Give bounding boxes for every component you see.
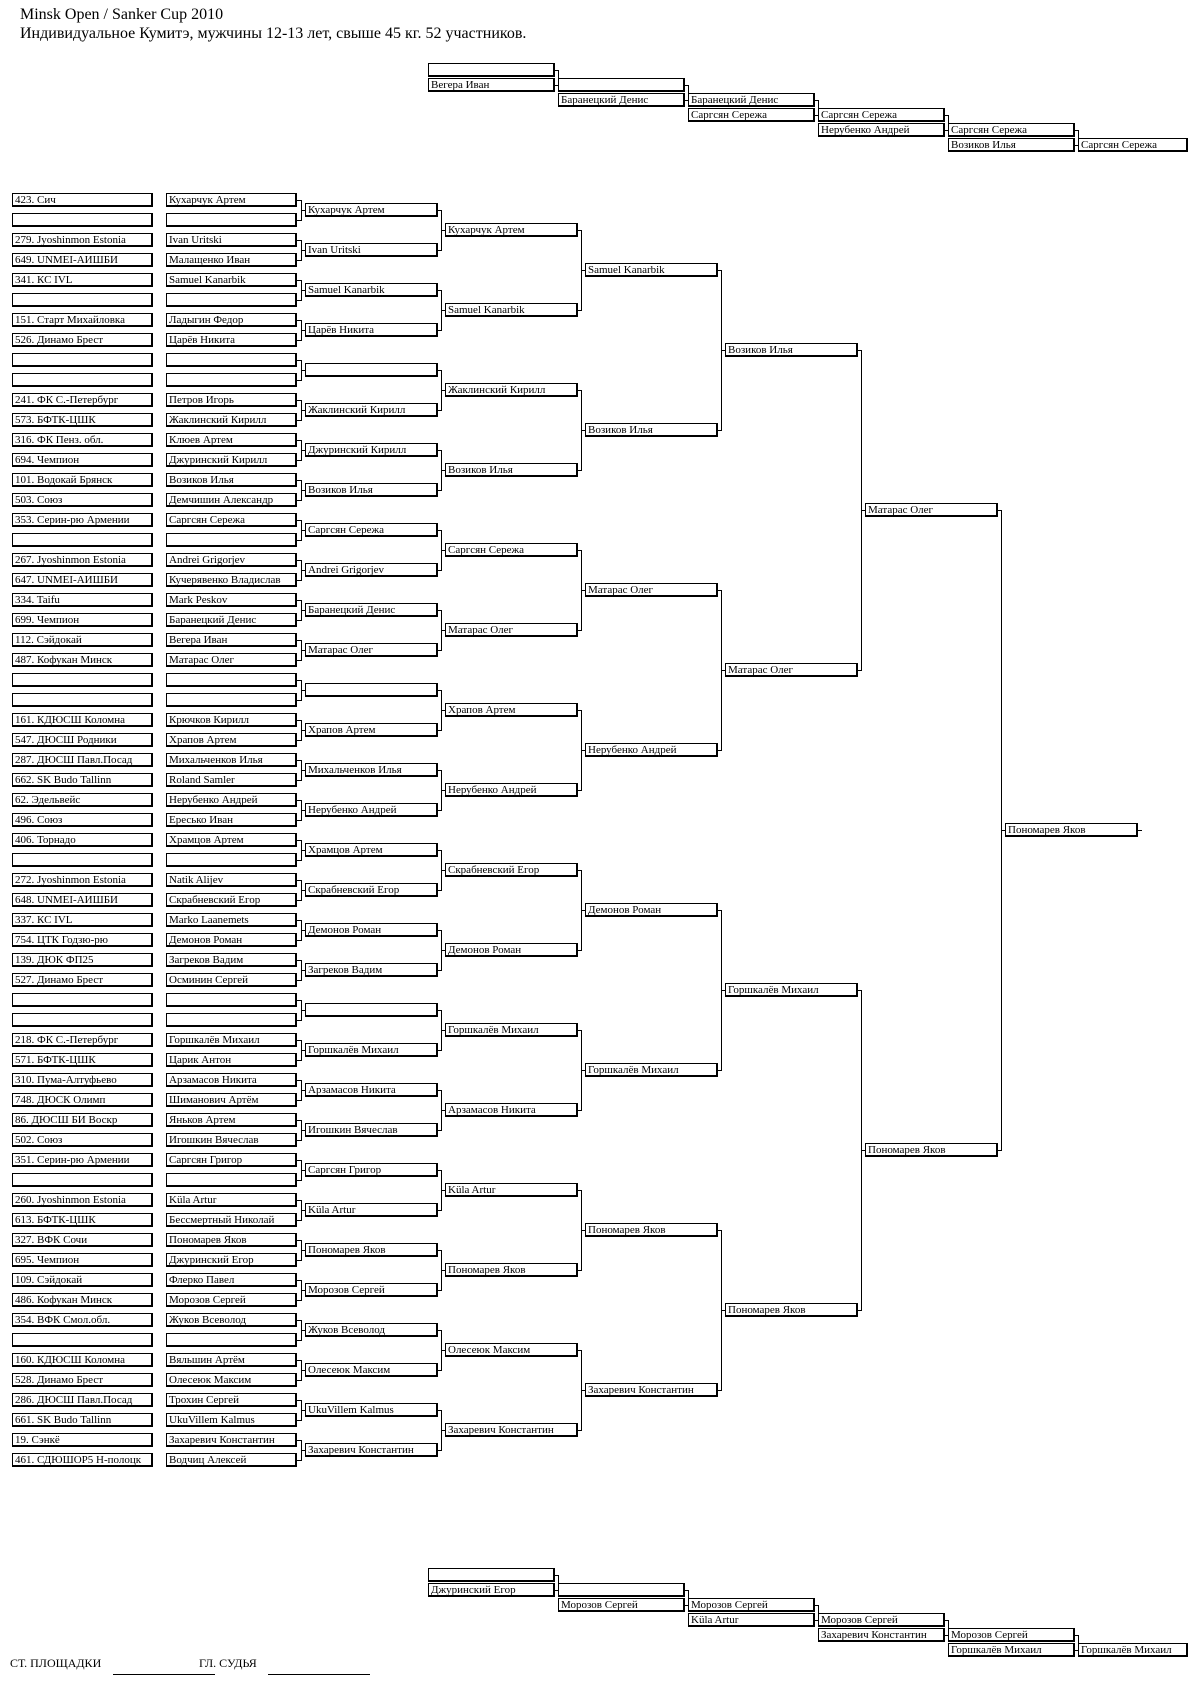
competitor-entry [166,853,297,867]
competitor-entry: Флерко Павел [166,1273,297,1287]
club-entry: 62. Эдельвейс [12,793,153,807]
bracket-connector [441,790,445,791]
bracket-slot: Горшкалёв Михаил [725,983,858,997]
bracket-connector [441,1270,445,1271]
bracket-slot: Скрабневский Егор [305,883,438,897]
bracket-connector [441,550,445,551]
club-entry: 661. SK Budo Tallinn [12,1413,153,1427]
bracket-slot: Матарас Олег [445,623,578,637]
bracket-connector [301,1410,305,1411]
competitor-entry: Вегера Иван [166,633,297,647]
bracket-slot: Михальченков Илья [305,763,438,777]
bracket-connector [441,1030,445,1031]
club-entry: 502. Союз [12,1133,153,1147]
bracket-connector [581,910,585,911]
bracket-connector [721,670,725,671]
bracket-slot [305,683,438,697]
bracket-connector [301,1210,305,1211]
competitor-entry [166,993,297,1007]
competitor-entry: Жуков Всеволод [166,1313,297,1327]
club-entry [12,373,153,387]
bracket-slot: Возиков Илья [585,423,718,437]
bracket-connector [301,610,305,611]
bracket-connector [721,990,725,991]
bracket-slot: Возиков Илья [725,343,858,357]
repechage-slot: Возиков Илья [948,138,1075,152]
bracket-connector [301,570,305,571]
club-entry [12,1333,153,1347]
repechage-slot: Горшкалёв Михаил [948,1643,1075,1657]
bracket-slot: Горшкалёв Михаил [305,1043,438,1057]
repechage-slot: Морозов Сергей [818,1613,945,1627]
club-entry: 461. СДЮШОР5 Н-полоцк [12,1453,153,1467]
competitor-entry: Баранецкий Денис [166,613,297,627]
bracket-slot: Баранецкий Денис [305,603,438,617]
club-entry: 748. ДЮСК Олимп [12,1093,153,1107]
competitor-entry: Бессмертный Николай [166,1213,297,1227]
bracket-connector [441,870,445,871]
club-entry: 571. БФТК-ЦШК [12,1053,153,1067]
bracket-slot: Загреков Вадим [305,963,438,977]
competitor-entry: Пономарев Яков [166,1233,297,1247]
competitor-entry [166,353,297,367]
competitor-entry: Демонов Роман [166,933,297,947]
competitor-entry: Захаревич Константин [166,1433,297,1447]
bracket-slot: Игошкин Вячеслав [305,1123,438,1137]
club-entry: 496. Союз [12,813,153,827]
club-entry: 286. ДЮСШ Павл.Посад [12,1393,153,1407]
bracket-connector [301,1170,305,1171]
bracket-slot: Захаревич Константин [585,1383,718,1397]
bracket-connector [861,510,865,511]
competitor-entry: Marko Laanemets [166,913,297,927]
bracket-slot: Возиков Илья [305,483,438,497]
competitor-entry [166,533,297,547]
bracket-slot: Демонов Роман [585,903,718,917]
competitor-entry: Ivan Uritski [166,233,297,247]
bracket-connector [301,810,305,811]
bracket-slot: Саргсян Сережа [445,543,578,557]
bracket-connector [721,1310,725,1311]
bracket-slot: UkuVillem Kalmus [305,1403,438,1417]
bracket-slot: Саргсян Сережа [305,523,438,537]
repechage-slot: Джуринский Егор [428,1583,555,1597]
bracket-connector [441,710,445,711]
club-entry [12,213,153,227]
bracket-slot: Ivan Uritski [305,243,438,257]
competitor-entry: Демчишин Александр [166,493,297,507]
club-entry: 573. БФТК-ЦШК [12,413,153,427]
bracket-connector [301,730,305,731]
bracket-connector [441,630,445,631]
club-entry [12,853,153,867]
bracket-slot: Samuel Kanarbik [305,283,438,297]
competitor-entry: Küla Artur [166,1193,297,1207]
bracket-connector [301,450,305,451]
mat-chief-signature-line [113,1674,215,1675]
competitor-entry: Царёв Никита [166,333,297,347]
club-entry [12,353,153,367]
bracket-connector [441,1350,445,1351]
bracket-connector [861,1150,865,1151]
club-entry [12,993,153,1007]
bracket-slot: Царёв Никита [305,323,438,337]
competitor-entry: Саргсян Сережа [166,513,297,527]
club-entry: 754. ЦТК Годзю-рю [12,933,153,947]
competitor-entry: Andrei Grigorjev [166,553,297,567]
bracket-slot: Олесеюк Максим [445,1343,578,1357]
club-entry [12,693,153,707]
club-entry: 334. Taifu [12,593,153,607]
competitor-entry: Михальченков Илья [166,753,297,767]
repechage-slot [428,1568,555,1582]
bracket-slot: Andrei Grigorjev [305,563,438,577]
competitor-entry: Нерубенко Андрей [166,793,297,807]
club-entry: 139. ДЮК ФП25 [12,953,153,967]
club-entry: 316. ФК Пенз. обл. [12,433,153,447]
bracket-connector [301,650,305,651]
repechage-winner: Горшкалёв Михаил [1078,1643,1188,1657]
bracket-slot: Джуринский Кирилл [305,443,438,457]
repechage-slot: Саргсян Сережа [948,123,1075,137]
club-entry: 272. Jyoshinmon Estonia [12,873,153,887]
repechage-slot: Морозов Сергей [558,1598,685,1612]
club-entry: 151. Старт Михайловка [12,313,153,327]
bracket-connector [301,770,305,771]
competitor-entry [166,673,297,687]
bracket-slot: Матарас Олег [305,643,438,657]
competitor-entry [166,373,297,387]
bracket-connector [581,270,585,271]
competitor-entry: Морозов Сергей [166,1293,297,1307]
bracket-slot: Нерубенко Андрей [585,743,718,757]
competitor-entry [166,213,297,227]
competitor-entry: Возиков Илья [166,473,297,487]
bracket-slot: Возиков Илья [445,463,578,477]
bracket-slot: Жуков Всеволод [305,1323,438,1337]
competitor-entry: Горшкалёв Михаил [166,1033,297,1047]
competitor-entry: Саргсян Григор [166,1153,297,1167]
club-entry: 647. UNMEI-АИШБИ [12,573,153,587]
bracket-slot: Küla Artur [445,1183,578,1197]
competitor-entry [166,1173,297,1187]
bracket-connector [301,290,305,291]
competitor-entry: Малащенко Иван [166,253,297,267]
club-entry: 487. Кофукан Минск [12,653,153,667]
repechage-slot: Нерубенко Андрей [818,123,945,137]
competitor-entry: Samuel Kanarbik [166,273,297,287]
bracket-connector [301,850,305,851]
bracket-connector [301,370,305,371]
club-entry: 354. ВФК Смол.обл. [12,1313,153,1327]
club-entry: 160. КДЮСШ Коломна [12,1353,153,1367]
bracket-slot: Пономарев Яков [305,1243,438,1257]
competitor-entry: Mark Peskov [166,593,297,607]
bracket-slot [305,1003,438,1017]
bracket-slot: Арзамасов Никита [445,1103,578,1117]
repechage-slot: Морозов Сергей [948,1628,1075,1642]
bracket-connector [301,1330,305,1331]
bracket-slot: Пономарев Яков [725,1303,858,1317]
repechage-slot: Баранецкий Денис [558,93,685,107]
bracket-connector [441,950,445,951]
bracket-slot: Кухарчук Артем [305,203,438,217]
club-entry [12,293,153,307]
competitor-entry: Игошкин Вячеслав [166,1133,297,1147]
competitor-entry [166,693,297,707]
bracket-slot [305,363,438,377]
bracket-slot: Горшкалёв Михаил [585,1063,718,1077]
bracket-slot: Жаклинский Кирилл [305,403,438,417]
bracket-slot: Захаревич Константин [445,1423,578,1437]
repechage-slot: Захаревич Константин [818,1628,945,1642]
bracket-connector [581,750,585,751]
final-winner: Пономарев Яков [1005,823,1138,837]
club-entry: 327. ВФК Сочи [12,1233,153,1247]
repechage-slot: Саргсян Сережа [688,108,815,122]
competitor-entry: Шиманович Артём [166,1093,297,1107]
bracket-slot: Храпов Артем [445,703,578,717]
competitor-entry: Трохин Сергей [166,1393,297,1407]
repechage-slot: Морозов Сергей [688,1598,815,1612]
page-subtitle: Индивидуальное Кумитэ, мужчины 12-13 лет, свыше 45 кг. 52 участников. [20,25,527,42]
club-entry: 109. Сэйдокай [12,1273,153,1287]
bracket-slot: Демонов Роман [305,923,438,937]
club-entry: 699. Чемпион [12,613,153,627]
bracket-connector [441,470,445,471]
bracket-connector [441,1430,445,1431]
club-entry: 662. SK Budo Tallinn [12,773,153,787]
repechage-slot: Баранецкий Денис [688,93,815,107]
bracket-connector [581,1230,585,1231]
competitor-entry: Кухарчук Артем [166,193,297,207]
bracket-slot: Саргсян Григор [305,1163,438,1177]
competitor-entry: Клюев Артем [166,433,297,447]
bracket-connector [721,350,725,351]
bracket-slot: Матарас Олег [725,663,858,677]
club-entry: 486. Кофукан Минск [12,1293,153,1307]
club-entry: 547. ДЮСШ Родники [12,733,153,747]
club-entry: 648. UNMEI-АИШБИ [12,893,153,907]
club-entry: 423. Сич [12,193,153,207]
club-entry: 406. Торнадо [12,833,153,847]
competitor-entry [166,293,297,307]
bracket-connector [301,930,305,931]
club-entry: 527. Динамо Брест [12,973,153,987]
bracket-connector [301,410,305,411]
bracket-slot: Демонов Роман [445,943,578,957]
bracket-slot: Пономарев Яков [585,1223,718,1237]
bracket-slot: Матарас Олег [585,583,718,597]
competitor-entry: Скрабневский Егор [166,893,297,907]
bracket-slot: Пономарев Яков [865,1143,998,1157]
club-entry: 337. КС IVL [12,913,153,927]
competitor-entry: Загреков Вадим [166,953,297,967]
bracket-slot: Пономарев Яков [445,1263,578,1277]
competitor-entry: Roland Samler [166,773,297,787]
club-entry: 351. Серин-рю Армении [12,1153,153,1167]
repechage-slot [558,78,685,92]
club-entry: 218. ФК С.-Петербург [12,1033,153,1047]
club-entry: 112. Сэйдокай [12,633,153,647]
club-entry: 649. UNMEI-АИШБИ [12,253,153,267]
bracket-connector [441,390,445,391]
competitor-entry: Петров Игорь [166,393,297,407]
bracket-connector [301,1290,305,1291]
competitor-entry: Ладыгин Федор [166,313,297,327]
club-entry: 86. ДЮСШ БИ Воскр [12,1113,153,1127]
bracket-connector [301,690,305,691]
repechage-slot [558,1583,685,1597]
club-entry [12,673,153,687]
bracket-slot: Кухарчук Артем [445,223,578,237]
competitor-entry: Матарас Олег [166,653,297,667]
bracket-slot: Храпов Артем [305,723,438,737]
club-entry: 241. ФК С.-Петербург [12,393,153,407]
bracket-connector [301,1250,305,1251]
bracket-connector [301,1370,305,1371]
club-entry [12,1013,153,1027]
bracket-connector [301,330,305,331]
bracket-connector [581,430,585,431]
competitor-entry [166,1013,297,1027]
competitor-entry: Кучерявенко Владислав [166,573,297,587]
club-entry: 613. БФТК-ЦШК [12,1213,153,1227]
competitor-entry: Ересько Иван [166,813,297,827]
competitor-entry [166,1333,297,1347]
chief-judge-label: ГЛ. СУДЬЯ [199,1656,257,1670]
bracket-slot: Морозов Сергей [305,1283,438,1297]
club-entry: 19. Сэнкё [12,1433,153,1447]
bracket-slot: Küla Artur [305,1203,438,1217]
bracket-connector [581,1070,585,1071]
competitor-entry: Водчиц Алексей [166,1453,297,1467]
bracket-connector [581,1390,585,1391]
bracket-slot: Samuel Kanarbik [585,263,718,277]
bracket-slot: Жаклинский Кирилл [445,383,578,397]
bracket-connector [301,1450,305,1451]
competitor-entry: Арзамасов Никита [166,1073,297,1087]
bracket-slot: Нерубенко Андрей [305,803,438,817]
bracket-connector [441,310,445,311]
club-entry [12,533,153,547]
mat-chief-label: СТ. ПЛОЩАДКИ [10,1656,102,1670]
bracket-slot: Матарас Олег [865,503,998,517]
bracket-connector [441,230,445,231]
bracket-slot: Samuel Kanarbik [445,303,578,317]
competitor-entry: Яньков Артем [166,1113,297,1127]
bracket-connector [301,490,305,491]
competitor-entry: UkuVillem Kalmus [166,1413,297,1427]
bracket-connector [581,590,585,591]
bracket-connector [301,530,305,531]
repechage-slot: Саргсян Сережа [818,108,945,122]
repechage-slot: Küla Artur [688,1613,815,1627]
competitor-entry: Храмцов Артем [166,833,297,847]
bracket-slot: Захаревич Константин [305,1443,438,1457]
bracket-connector [301,890,305,891]
bracket-connector [441,1110,445,1111]
competitor-entry: Олесеюк Максим [166,1373,297,1387]
bracket-slot: Горшкалёв Михаил [445,1023,578,1037]
bracket-connector [301,1090,305,1091]
club-entry: 310. Пума-Алтуфьево [12,1073,153,1087]
club-entry: 260. Jyoshinmon Estonia [12,1193,153,1207]
chief-judge-signature-line [268,1674,370,1675]
club-entry: 353. Серин-рю Армении [12,513,153,527]
club-entry: 101. Водокай Брянск [12,473,153,487]
club-entry: 694. Чемпион [12,453,153,467]
bracket-connector [301,1010,305,1011]
competitor-entry: Natik Alijev [166,873,297,887]
bracket-slot: Арзамасов Никита [305,1083,438,1097]
club-entry: 503. Союз [12,493,153,507]
club-entry: 341. КС IVL [12,273,153,287]
club-entry: 526. Динамо Брест [12,333,153,347]
competitor-entry: Храпов Артем [166,733,297,747]
club-entry: 695. Чемпион [12,1253,153,1267]
bracket-slot: Олесеюк Максим [305,1363,438,1377]
bracket-connector [301,1050,305,1051]
club-entry: 287. ДЮСШ Павл.Посад [12,753,153,767]
bracket-slot: Скрабневский Егор [445,863,578,877]
bracket-slot: Нерубенко Андрей [445,783,578,797]
club-entry: 267. Jyoshinmon Estonia [12,553,153,567]
competitor-entry: Джуринский Кирилл [166,453,297,467]
competitor-entry: Крючков Кирилл [166,713,297,727]
bracket-connector [441,1190,445,1191]
club-entry: 279. Jyoshinmon Estonia [12,233,153,247]
repechage-slot: Вегера Иван [428,78,555,92]
competitor-entry: Царик Антон [166,1053,297,1067]
repechage-slot [428,63,555,77]
page-title: Minsk Open / Sanker Cup 2010 [20,6,224,23]
bracket-connector [301,970,305,971]
bracket-connector [301,250,305,251]
bracket-slot: Храмцов Артем [305,843,438,857]
competitor-entry: Вяльшин Артём [166,1353,297,1367]
club-entry: 161. КДЮСШ Коломна [12,713,153,727]
club-entry [12,1173,153,1187]
bracket-connector [1138,830,1142,831]
bracket-connector [1001,830,1005,831]
club-entry: 528. Динамо Брест [12,1373,153,1387]
repechage-winner: Саргсян Сережа [1078,138,1188,152]
competitor-entry: Осминин Сергей [166,973,297,987]
bracket-connector [301,1130,305,1131]
competitor-entry: Джуринский Егор [166,1253,297,1267]
bracket-connector [301,210,305,211]
competitor-entry: Жаклинский Кирилл [166,413,297,427]
